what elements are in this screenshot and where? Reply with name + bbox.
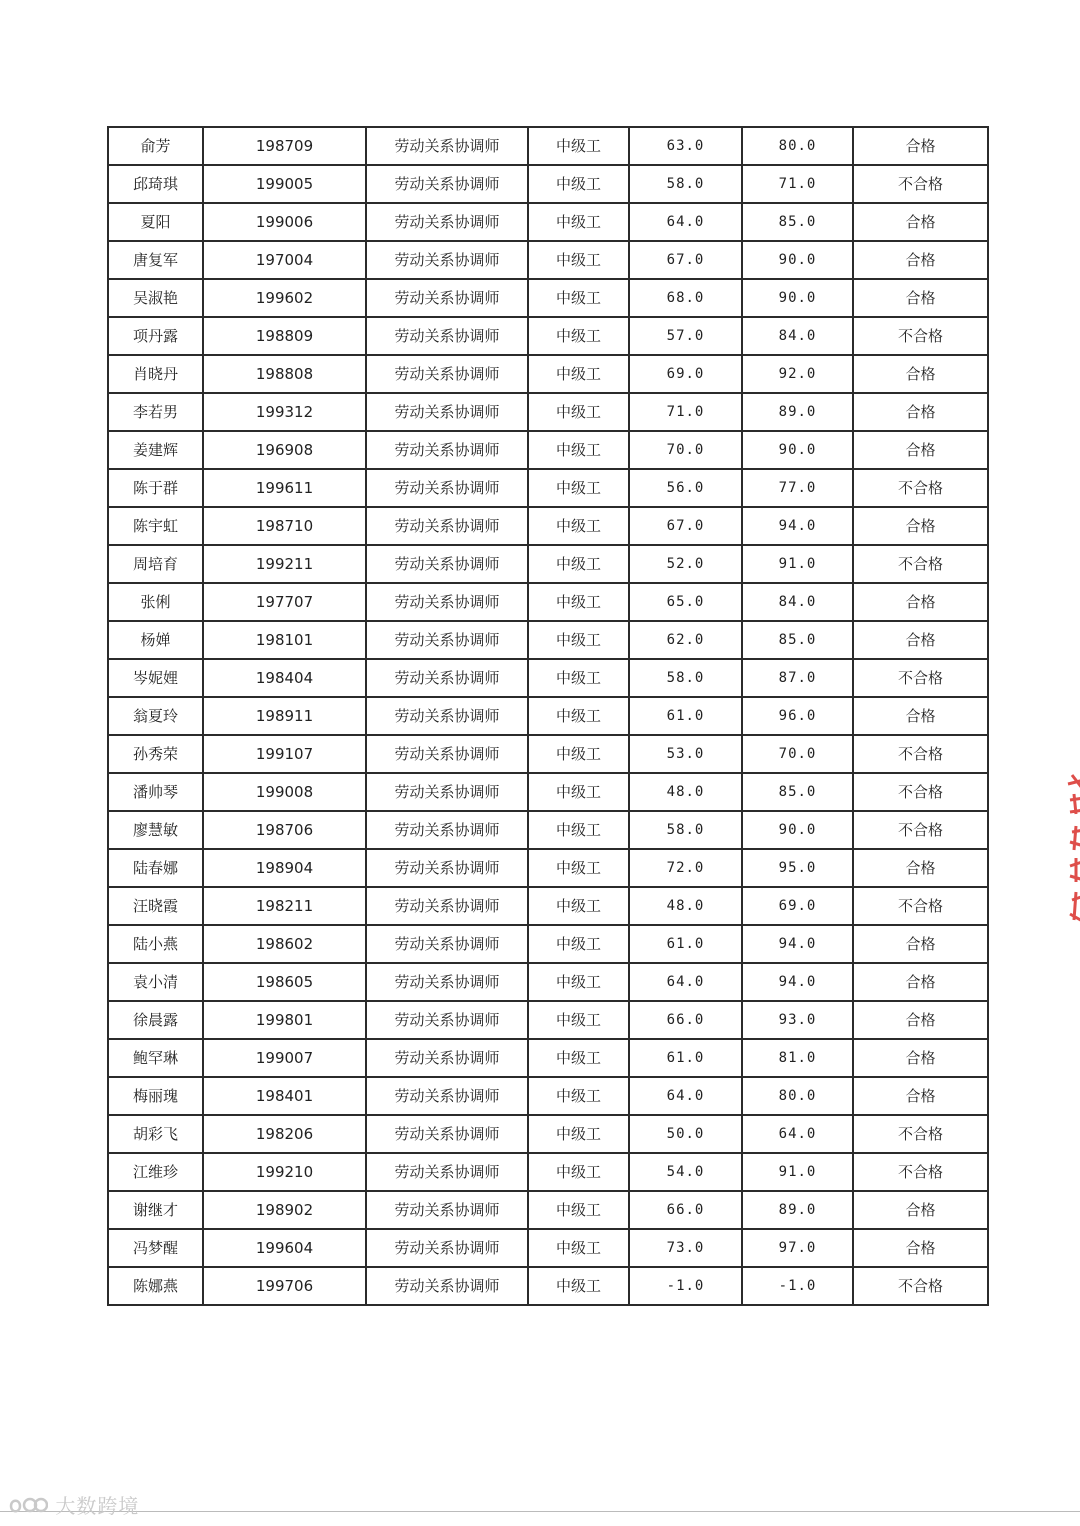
results-table	[107, 126, 989, 1306]
level-cell: 中级工	[528, 1001, 629, 1039]
occupation-cell: 劳动关系协调师	[366, 469, 528, 507]
theory-score-cell: 66.0	[629, 1001, 742, 1039]
result-cell: 不合格	[853, 165, 988, 203]
occupation-cell: 劳动关系协调师	[366, 811, 528, 849]
table-row	[108, 773, 988, 811]
result-cell: 合格	[853, 697, 988, 735]
occupation-cell: 劳动关系协调师	[366, 1115, 528, 1153]
table-row	[108, 1077, 988, 1115]
result-cell: 合格	[853, 1077, 988, 1115]
name-cell: 胡彩飞	[108, 1115, 203, 1153]
theory-score-cell: 48.0	[629, 773, 742, 811]
level-cell: 中级工	[528, 621, 629, 659]
id-cell: 198605	[203, 963, 366, 1001]
table-row	[108, 811, 988, 849]
id-cell: 198710	[203, 507, 366, 545]
occupation-cell: 劳动关系协调师	[366, 1229, 528, 1267]
name-cell: 徐晨露	[108, 1001, 203, 1039]
name-cell: 李若男	[108, 393, 203, 431]
table-row	[108, 1229, 988, 1267]
theory-score-cell: 61.0	[629, 925, 742, 963]
level-cell: 中级工	[528, 659, 629, 697]
level-cell: 中级工	[528, 963, 629, 1001]
practical-score-cell: 85.0	[742, 203, 853, 241]
occupation-cell: 劳动关系协调师	[366, 1153, 528, 1191]
id-cell: 198206	[203, 1115, 366, 1153]
occupation-cell: 劳动关系协调师	[366, 203, 528, 241]
name-cell: 唐复军	[108, 241, 203, 279]
theory-score-cell: 58.0	[629, 165, 742, 203]
table-row	[108, 621, 988, 659]
name-cell: 邱琦琪	[108, 165, 203, 203]
result-cell: 合格	[853, 1001, 988, 1039]
table-row	[108, 545, 988, 583]
name-cell: 鲍罕琳	[108, 1039, 203, 1077]
id-cell: 198808	[203, 355, 366, 393]
level-cell: 中级工	[528, 1191, 629, 1229]
result-cell: 合格	[853, 203, 988, 241]
name-cell: 翁夏玲	[108, 697, 203, 735]
result-cell: 合格	[853, 621, 988, 659]
table-row	[108, 659, 988, 697]
theory-score-cell: 64.0	[629, 963, 742, 1001]
occupation-cell: 劳动关系协调师	[366, 1267, 528, 1305]
name-cell: 孙秀荣	[108, 735, 203, 773]
result-cell: 不合格	[853, 773, 988, 811]
occupation-cell: 劳动关系协调师	[366, 621, 528, 659]
level-cell: 中级工	[528, 811, 629, 849]
practical-score-cell: 85.0	[742, 621, 853, 659]
id-cell: 198602	[203, 925, 366, 963]
id-cell: 199107	[203, 735, 366, 773]
theory-score-cell: 57.0	[629, 317, 742, 355]
name-cell: 夏阳	[108, 203, 203, 241]
level-cell: 中级工	[528, 773, 629, 811]
id-cell: 198404	[203, 659, 366, 697]
result-cell: 合格	[853, 241, 988, 279]
practical-score-cell: 94.0	[742, 507, 853, 545]
theory-score-cell: 70.0	[629, 431, 742, 469]
occupation-cell: 劳动关系协调师	[366, 241, 528, 279]
occupation-cell: 劳动关系协调师	[366, 1077, 528, 1115]
occupation-cell: 劳动关系协调师	[366, 659, 528, 697]
theory-score-cell: 64.0	[629, 203, 742, 241]
result-cell: 不合格	[853, 1115, 988, 1153]
level-cell: 中级工	[528, 317, 629, 355]
id-cell: 198904	[203, 849, 366, 887]
occupation-cell: 劳动关系协调师	[366, 507, 528, 545]
level-cell: 中级工	[528, 165, 629, 203]
theory-score-cell: 67.0	[629, 241, 742, 279]
result-cell: 合格	[853, 849, 988, 887]
occupation-cell: 劳动关系协调师	[366, 1191, 528, 1229]
name-cell: 谢继才	[108, 1191, 203, 1229]
table-row	[108, 887, 988, 925]
level-cell: 中级工	[528, 393, 629, 431]
table-row	[108, 431, 988, 469]
theory-score-cell: 71.0	[629, 393, 742, 431]
theory-score-cell: 58.0	[629, 659, 742, 697]
practical-score-cell: 90.0	[742, 431, 853, 469]
watermark	[8, 1490, 139, 1519]
practical-score-cell: 80.0	[742, 1077, 853, 1115]
result-cell: 合格	[853, 583, 988, 621]
result-cell: 合格	[853, 963, 988, 1001]
name-cell: 肖晓丹	[108, 355, 203, 393]
practical-score-cell: 94.0	[742, 925, 853, 963]
result-cell: 合格	[853, 925, 988, 963]
practical-score-cell: 91.0	[742, 1153, 853, 1191]
practical-score-cell: 97.0	[742, 1229, 853, 1267]
id-cell: 199604	[203, 1229, 366, 1267]
name-cell: 汪晓霞	[108, 887, 203, 925]
result-cell: 合格	[853, 355, 988, 393]
id-cell: 198101	[203, 621, 366, 659]
table-row	[108, 241, 988, 279]
id-cell: 199312	[203, 393, 366, 431]
table-row	[108, 1039, 988, 1077]
practical-score-cell: 64.0	[742, 1115, 853, 1153]
practical-score-cell: 84.0	[742, 317, 853, 355]
theory-score-cell: 58.0	[629, 811, 742, 849]
practical-score-cell: 90.0	[742, 241, 853, 279]
result-cell: 合格	[853, 279, 988, 317]
level-cell: 中级工	[528, 127, 629, 165]
result-cell: 不合格	[853, 545, 988, 583]
occupation-cell: 劳动关系协调师	[366, 887, 528, 925]
level-cell: 中级工	[528, 355, 629, 393]
occupation-cell: 劳动关系协调师	[366, 279, 528, 317]
name-cell: 陆春娜	[108, 849, 203, 887]
level-cell: 中级工	[528, 1077, 629, 1115]
id-cell: 199006	[203, 203, 366, 241]
id-cell: 199602	[203, 279, 366, 317]
table-row	[108, 1191, 988, 1229]
occupation-cell: 劳动关系协调师	[366, 697, 528, 735]
theory-score-cell: 63.0	[629, 127, 742, 165]
practical-score-cell: 94.0	[742, 963, 853, 1001]
occupation-cell: 劳动关系协调师	[366, 1039, 528, 1077]
theory-score-cell: 67.0	[629, 507, 742, 545]
id-cell: 199211	[203, 545, 366, 583]
practical-score-cell: 77.0	[742, 469, 853, 507]
level-cell: 中级工	[528, 697, 629, 735]
result-cell: 不合格	[853, 887, 988, 925]
name-cell: 江维珍	[108, 1153, 203, 1191]
occupation-cell: 劳动关系协调师	[366, 165, 528, 203]
theory-score-cell: 53.0	[629, 735, 742, 773]
name-cell: 项丹露	[108, 317, 203, 355]
theory-score-cell: 66.0	[629, 1191, 742, 1229]
result-cell: 合格	[853, 1229, 988, 1267]
result-cell: 合格	[853, 1039, 988, 1077]
table-row	[108, 279, 988, 317]
level-cell: 中级工	[528, 887, 629, 925]
theory-score-cell: 72.0	[629, 849, 742, 887]
table-row	[108, 165, 988, 203]
id-cell: 198706	[203, 811, 366, 849]
practical-score-cell: 91.0	[742, 545, 853, 583]
theory-score-cell: 50.0	[629, 1115, 742, 1153]
level-cell: 中级工	[528, 849, 629, 887]
id-cell: 199007	[203, 1039, 366, 1077]
occupation-cell: 劳动关系协调师	[366, 583, 528, 621]
theory-score-cell: 56.0	[629, 469, 742, 507]
level-cell: 中级工	[528, 469, 629, 507]
table-row	[108, 697, 988, 735]
id-cell: 197707	[203, 583, 366, 621]
result-cell: 不合格	[853, 469, 988, 507]
level-cell: 中级工	[528, 1039, 629, 1077]
practical-score-cell: 89.0	[742, 393, 853, 431]
table-row	[108, 203, 988, 241]
theory-score-cell: 61.0	[629, 697, 742, 735]
occupation-cell: 劳动关系协调师	[366, 925, 528, 963]
practical-score-cell: 87.0	[742, 659, 853, 697]
theory-score-cell: 54.0	[629, 1153, 742, 1191]
table-row	[108, 393, 988, 431]
practical-score-cell: 96.0	[742, 697, 853, 735]
name-cell: 梅丽瑰	[108, 1077, 203, 1115]
level-cell: 中级工	[528, 1153, 629, 1191]
level-cell: 中级工	[528, 545, 629, 583]
theory-score-cell: 61.0	[629, 1039, 742, 1077]
occupation-cell: 劳动关系协调师	[366, 431, 528, 469]
level-cell: 中级工	[528, 279, 629, 317]
practical-score-cell: 81.0	[742, 1039, 853, 1077]
level-cell: 中级工	[528, 203, 629, 241]
id-cell: 196908	[203, 431, 366, 469]
table-row	[108, 127, 988, 165]
practical-score-cell: 92.0	[742, 355, 853, 393]
result-cell: 不合格	[853, 811, 988, 849]
id-cell: 198211	[203, 887, 366, 925]
practical-score-cell: 69.0	[742, 887, 853, 925]
table-row	[108, 963, 988, 1001]
table-row	[108, 583, 988, 621]
practical-score-cell: 85.0	[742, 773, 853, 811]
occupation-cell: 劳动关系协调师	[366, 317, 528, 355]
level-cell: 中级工	[528, 925, 629, 963]
id-cell: 199008	[203, 773, 366, 811]
table-row	[108, 1153, 988, 1191]
result-cell: 合格	[853, 431, 988, 469]
seal-stamp-partial	[1058, 770, 1080, 930]
level-cell: 中级工	[528, 431, 629, 469]
practical-score-cell: 71.0	[742, 165, 853, 203]
theory-score-cell: 73.0	[629, 1229, 742, 1267]
table-row	[108, 355, 988, 393]
practical-score-cell: 80.0	[742, 127, 853, 165]
practical-score-cell: 70.0	[742, 735, 853, 773]
table-row	[108, 507, 988, 545]
name-cell: 姜建辉	[108, 431, 203, 469]
id-cell: 197004	[203, 241, 366, 279]
name-cell: 廖慧敏	[108, 811, 203, 849]
logo-icon	[8, 1494, 48, 1516]
table-row	[108, 317, 988, 355]
id-cell: 199611	[203, 469, 366, 507]
name-cell: 陈于群	[108, 469, 203, 507]
id-cell: 198911	[203, 697, 366, 735]
name-cell: 俞芳	[108, 127, 203, 165]
level-cell: 中级工	[528, 1229, 629, 1267]
occupation-cell: 劳动关系协调师	[366, 963, 528, 1001]
practical-score-cell: 90.0	[742, 279, 853, 317]
level-cell: 中级工	[528, 583, 629, 621]
name-cell: 杨婵	[108, 621, 203, 659]
name-cell: 张俐	[108, 583, 203, 621]
name-cell: 潘帅琴	[108, 773, 203, 811]
practical-score-cell: 89.0	[742, 1191, 853, 1229]
level-cell: 中级工	[528, 241, 629, 279]
result-cell: 不合格	[853, 659, 988, 697]
id-cell: 199706	[203, 1267, 366, 1305]
name-cell: 陈娜燕	[108, 1267, 203, 1305]
result-cell: 不合格	[853, 1153, 988, 1191]
id-cell: 198401	[203, 1077, 366, 1115]
occupation-cell: 劳动关系协调师	[366, 773, 528, 811]
name-cell: 袁小清	[108, 963, 203, 1001]
theory-score-cell: 52.0	[629, 545, 742, 583]
result-cell: 合格	[853, 507, 988, 545]
occupation-cell: 劳动关系协调师	[366, 545, 528, 583]
occupation-cell: 劳动关系协调师	[366, 849, 528, 887]
theory-score-cell: 65.0	[629, 583, 742, 621]
name-cell: 陆小燕	[108, 925, 203, 963]
practical-score-cell: 84.0	[742, 583, 853, 621]
id-cell: 198709	[203, 127, 366, 165]
id-cell: 199005	[203, 165, 366, 203]
table-row	[108, 1267, 988, 1305]
table-row	[108, 469, 988, 507]
id-cell: 199801	[203, 1001, 366, 1039]
practical-score-cell: 95.0	[742, 849, 853, 887]
occupation-cell: 劳动关系协调师	[366, 393, 528, 431]
level-cell: 中级工	[528, 1267, 629, 1305]
theory-score-cell: 62.0	[629, 621, 742, 659]
name-cell: 岑妮娌	[108, 659, 203, 697]
result-cell: 不合格	[853, 317, 988, 355]
practical-score-cell: 93.0	[742, 1001, 853, 1039]
theory-score-cell: 68.0	[629, 279, 742, 317]
result-cell: 不合格	[853, 735, 988, 773]
level-cell: 中级工	[528, 735, 629, 773]
result-cell: 不合格	[853, 1267, 988, 1305]
result-cell: 合格	[853, 1191, 988, 1229]
level-cell: 中级工	[528, 507, 629, 545]
occupation-cell: 劳动关系协调师	[366, 355, 528, 393]
name-cell: 冯梦醒	[108, 1229, 203, 1267]
name-cell: 吴淑艳	[108, 279, 203, 317]
practical-score-cell: 90.0	[742, 811, 853, 849]
table-row	[108, 735, 988, 773]
id-cell: 199210	[203, 1153, 366, 1191]
occupation-cell: 劳动关系协调师	[366, 1001, 528, 1039]
theory-score-cell: 69.0	[629, 355, 742, 393]
level-cell: 中级工	[528, 1115, 629, 1153]
occupation-cell: 劳动关系协调师	[366, 127, 528, 165]
theory-score-cell: -1.0	[629, 1267, 742, 1305]
table-body	[108, 127, 988, 1305]
id-cell: 198809	[203, 317, 366, 355]
practical-score-cell: -1.0	[742, 1267, 853, 1305]
table-row	[108, 925, 988, 963]
page-bottom-rule	[0, 1511, 1080, 1512]
theory-score-cell: 48.0	[629, 887, 742, 925]
result-cell: 合格	[853, 393, 988, 431]
occupation-cell: 劳动关系协调师	[366, 735, 528, 773]
id-cell: 198902	[203, 1191, 366, 1229]
result-cell: 合格	[853, 127, 988, 165]
table-row	[108, 849, 988, 887]
name-cell: 周培育	[108, 545, 203, 583]
watermark-text: 大数跨境	[55, 1494, 140, 1518]
theory-score-cell: 64.0	[629, 1077, 742, 1115]
table-row	[108, 1115, 988, 1153]
table-row	[108, 1001, 988, 1039]
name-cell: 陈宇虹	[108, 507, 203, 545]
